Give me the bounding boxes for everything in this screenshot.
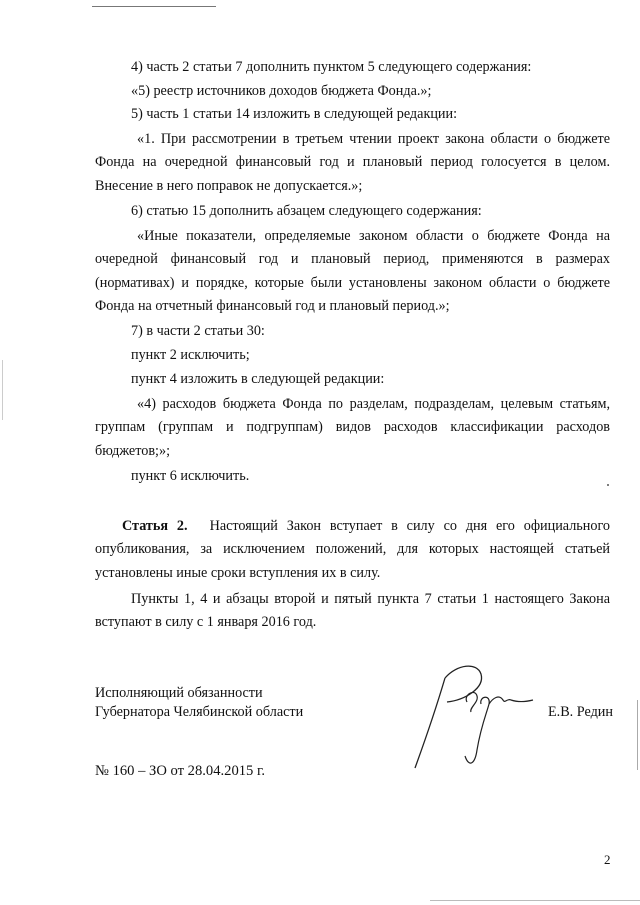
handwritten-signature [405,660,535,775]
scan-edge-mark [2,360,3,420]
signatory-name: Е.В. Редин [548,704,613,720]
scan-edge-mark [430,900,640,901]
amendment-item-4-text: «5) реестр источников доходов бюджета Фонда.»; [131,83,432,99]
scan-edge-mark [637,700,638,770]
amendment-item-4: 4) часть 2 статьи 7 дополнить пунктом 5 следующего содержания: [131,59,532,75]
amendment-item-7-sub-4: пункт 4 изложить в следующей редакции: [131,371,385,387]
article-2 [95,515,610,585]
document-number: № 160 – ЗО от 28.04.2015 г. [95,763,265,779]
amendment-item-5-text: «1. При рассмотрении в третьем чтении проект закона области о бюджете Фонда на очередной финансовый год и плановый период голосуется в целом. Внесение в него поправок не допускается.»; [95,131,610,194]
header-rule [92,6,216,7]
amendment-item-7-sub-4-text: «4) расходов бюджета Фонда по разделам, подразделам, целевым статьям, группам (группам и подгруппам) видов расходов классификации расходов бюджетов;»; [95,396,610,459]
amendment-item-7: 7) в части 2 статьи 30: [131,323,265,339]
article-2-effective-dates: Пункты 1, 4 и абзацы второй и пятый пункта 7 статьи 1 настоящего Закона вступают в силу с 1 января 2016 год. [95,591,610,631]
amendment-item-5: 5) часть 1 статьи 14 изложить в следующей редакции: [131,106,458,122]
article-2-heading: Статья 2. [122,518,188,534]
signatory-title-line2: Губернатора Челябинской области [95,704,304,720]
article-2-text: Настоящий Закон вступает в силу со дня его официального опубликования, за исключением положений, для которых настоящей статьей установлены иные сроки вступления их в силу. [95,518,611,581]
amendment-item-7-sub-6: пункт 6 исключить. [131,468,250,484]
amendment-item-6: 6) статью 15 дополнить абзацем следующего содержания: [131,203,482,219]
signatory-title [95,684,303,722]
signatory-title-line1: Исполняющий обязанности [95,685,263,701]
amendment-item-7-sub-2: пункт 2 исключить; [131,347,250,363]
page-number: 2 [604,852,611,867]
amendment-item-6-text: «Иные показатели, определяемые законом области о бюджете Фонда на очередной финансовый год и плановый период, применяются в размерах (нормативах) и порядке, которые были установлены законом области о бюджете Фонда на отчетный финансовый год и плановый период.»; [95,228,610,314]
